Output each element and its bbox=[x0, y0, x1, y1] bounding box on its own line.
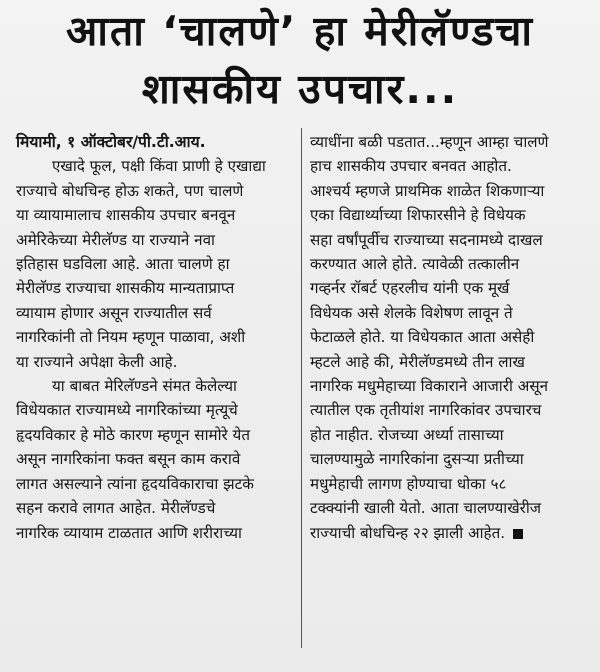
text-line: नागरिकांनी तो नियम म्हणून पाळावा, अशी bbox=[16, 328, 246, 347]
text-line: होत नाहीत. रोजच्या अर्ध्या तासाच्या bbox=[310, 425, 504, 444]
dateline: मियामी, १ ऑक्टोबर/पी.टी.आय. bbox=[16, 133, 206, 151]
text-line: करण्यात आले होते. त्यावेळी तत्कालीन bbox=[310, 255, 520, 274]
article-column-right bbox=[310, 130, 586, 545]
text-line: या बाबत मेरिलॅण्डने संमत केलेल्या bbox=[52, 377, 237, 396]
text-line: हाच शासकीय उपचार बनवत आहोत. bbox=[310, 157, 512, 176]
text-line: सहा वर्षांपूर्वीच राज्याच्या सदनामध्ये दाखल bbox=[310, 230, 543, 249]
headline bbox=[0, 6, 600, 114]
text-line: विधेयक असे शेलके विशेषण लावून ते bbox=[310, 303, 513, 322]
text-line: व्यायाम होणार असून राज्यातील सर्व bbox=[16, 303, 212, 322]
headline-line-2: शासकीय उपचार... bbox=[141, 65, 459, 113]
text-line: राज्याची बोधचिन्ह २२ झाली आहेत. bbox=[310, 523, 506, 542]
paragraph-2 bbox=[16, 374, 292, 545]
paragraph-3 bbox=[310, 130, 586, 545]
text-line: एका विद्यार्थ्याच्या शिफारसीने हे विधेयक bbox=[310, 206, 526, 225]
text-line: इतिहास घडविला आहे. आता चालणे हा bbox=[16, 255, 230, 274]
text-line: नागरिक मधुमेहाच्या विकाराने आजारी असून bbox=[310, 377, 549, 396]
text-line: गव्हर्नर रॉबर्ट एहरलीच यांनी एक मूर्ख bbox=[310, 279, 510, 298]
text-line: अमेरिकेच्या मेरीलॅण्ड या राज्याने नवा bbox=[16, 230, 215, 249]
text-line: या राज्याने अपेक्षा केली आहे. bbox=[16, 352, 178, 371]
text-line: म्हटले आहे की, मेरीलॅण्डमध्ये तीन लाख bbox=[310, 352, 525, 371]
text-line: चालण्यामुळे नागरिकांना दुसऱ्या प्रतीच्या bbox=[310, 450, 524, 469]
paragraph-1 bbox=[16, 154, 292, 374]
text-line: असून नागरिकांना फक्त बसून काम करावे bbox=[16, 450, 241, 469]
text-line: विधेयकात राज्यामध्ये नागरिकांच्या मृत्यूचे bbox=[16, 401, 238, 420]
column-divider bbox=[301, 128, 302, 648]
article-column-left bbox=[16, 130, 292, 545]
end-of-article-mark bbox=[513, 529, 523, 539]
text-line: फेटाळले होते. या विधेयकात आता असेही bbox=[310, 328, 535, 347]
text-line: एखादे फूल, पक्षी किंवा प्राणी हे एखाद्या bbox=[52, 157, 266, 176]
text-line: हृदयविकार हे मोठे कारण म्हणून सामोरे येत bbox=[16, 425, 251, 444]
text-line: सहन करावे लागत आहेत. मेरीलॅण्डचे bbox=[16, 499, 216, 518]
headline-line-1: आता ‘चालणे’ हा मेरीलॅण्डचा bbox=[65, 7, 535, 55]
text-line-last bbox=[310, 521, 586, 545]
text-line: त्यातील एक तृतीयांश नागरिकांवर उपचारच bbox=[310, 401, 542, 420]
text-line: लागत असल्याने त्यांना हृदयविकाराचा झटके bbox=[16, 474, 254, 493]
text-line: व्याधींना बळी पडतात...म्हणून आम्हा चालणे bbox=[310, 133, 549, 151]
text-line: मेरीलॅण्ड राज्याचा शासकीय मान्यताप्राप्त bbox=[16, 279, 235, 298]
text-line: आश्चर्य म्हणजे प्राथमिक शाळेत शिकणाऱ्या bbox=[310, 181, 545, 200]
text-line: मधुमेहाची लागण होण्याचा धोका ५८ bbox=[310, 474, 507, 493]
text-line: राज्याचे बोधचिन्ह होऊ शकते, पण चालणे bbox=[16, 181, 244, 200]
text-line: या व्यायामालाच शासकीय उपचार बनवून bbox=[16, 206, 236, 225]
text-line: टक्क्यांनी खाली येतो. आता चालण्याखेरीज bbox=[310, 499, 542, 518]
text-line: नागरिक व्यायाम टाळतात आणि शरीराच्या bbox=[16, 523, 242, 542]
